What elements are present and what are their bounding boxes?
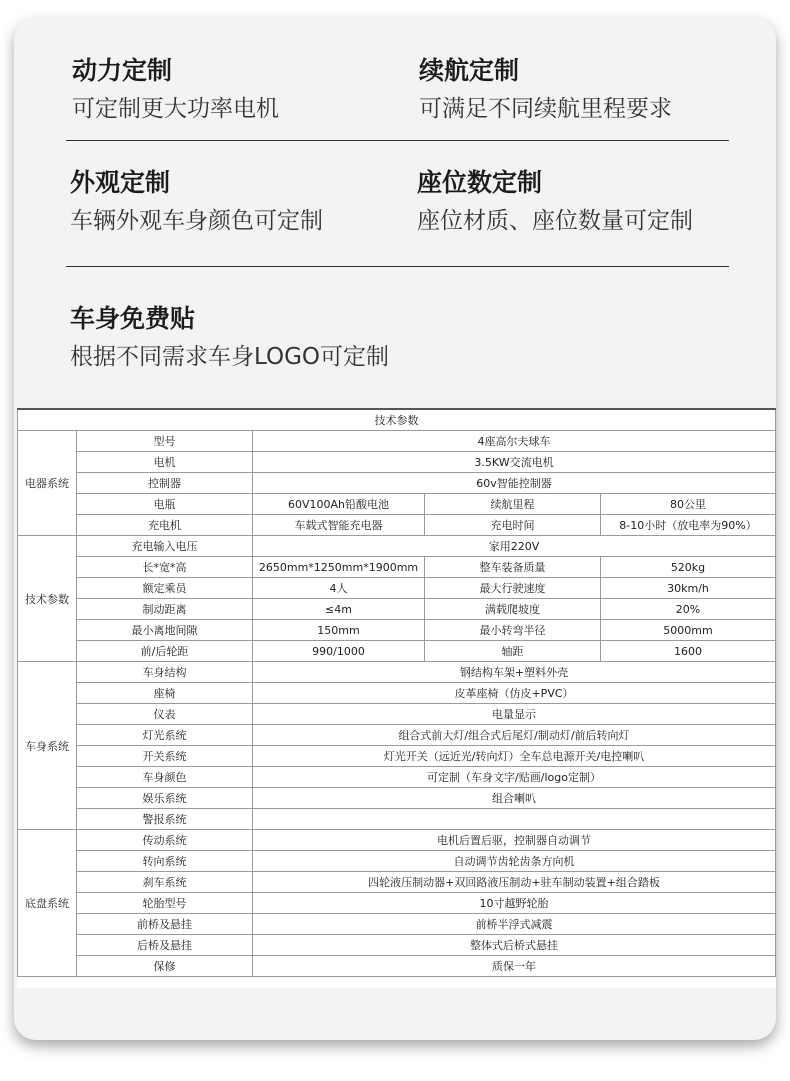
param-value: ≤4m: [253, 599, 425, 620]
param-label: 最小离地间隙: [77, 620, 253, 641]
param-label: 电瓶: [77, 494, 253, 515]
param-label: 警报系统: [77, 809, 253, 830]
feature-desc: 车辆外观车身颜色可定制: [70, 208, 323, 234]
feature-appearance: [70, 168, 323, 236]
param-value: 60v智能控制器: [253, 473, 776, 494]
table-row: [18, 536, 776, 557]
param-value: 自动调节齿轮齿条方向机: [253, 851, 776, 872]
param-value: 30km/h: [601, 578, 776, 599]
param-label: 开关系统: [77, 746, 253, 767]
table-row: [18, 620, 776, 641]
param-value: 组合式前大灯/组合式后尾灯/制动灯/前后转向灯: [253, 725, 776, 746]
param-label: 传动系统: [77, 830, 253, 851]
feature-title: 座位数定制: [417, 168, 543, 197]
table-row: [18, 788, 776, 809]
param-value: 60V100Ah铅酸电池: [253, 494, 425, 515]
category-cell: 车身系统: [18, 662, 77, 830]
category-cell: 底盘系统: [18, 830, 77, 977]
param-value: 前桥半浮式减震: [253, 914, 776, 935]
param-label: 制动距离: [77, 599, 253, 620]
param-value: 电量显示: [253, 704, 776, 725]
param-value: 1600: [601, 641, 776, 662]
spec-title: 技术参数: [18, 409, 776, 431]
spec-table: [17, 408, 776, 977]
param-label: 续航里程: [425, 494, 601, 515]
feature-title: 车身免费贴: [70, 304, 196, 333]
param-label: 前桥及悬挂: [77, 914, 253, 935]
feature-title: 动力定制: [72, 56, 173, 85]
spec-title-row: [18, 409, 776, 431]
param-value: 灯光开关（远近光/转向灯）全车总电源开关/电控喇叭: [253, 746, 776, 767]
param-value: 4座高尔夫球车: [253, 431, 776, 452]
table-row: [18, 452, 776, 473]
param-label: 车身结构: [77, 662, 253, 683]
param-label: 转向系统: [77, 851, 253, 872]
param-label: 前/后轮距: [77, 641, 253, 662]
param-label: 轮胎型号: [77, 893, 253, 914]
param-label: 娱乐系统: [77, 788, 253, 809]
table-row: [18, 473, 776, 494]
param-value: 车载式智能充电器: [253, 515, 425, 536]
param-value: 皮革座椅（仿皮+PVC）: [253, 683, 776, 704]
param-value: 5000mm: [601, 620, 776, 641]
param-label: 充电机: [77, 515, 253, 536]
spec-table-panel: [17, 408, 776, 988]
table-row: [18, 914, 776, 935]
param-value: 990/1000: [253, 641, 425, 662]
divider: [66, 266, 729, 267]
table-row: [18, 893, 776, 914]
table-row: [18, 935, 776, 956]
table-row: [18, 851, 776, 872]
feature-desc: 可定制更大功率电机: [72, 96, 279, 122]
param-value: 2650mm*1250mm*1900mm: [253, 557, 425, 578]
param-value: 组合喇叭: [253, 788, 776, 809]
param-value: 钢结构车架+塑料外壳: [253, 662, 776, 683]
param-value: 10寸越野轮胎: [253, 893, 776, 914]
param-label: 控制器: [77, 473, 253, 494]
param-label: 最小转弯半径: [425, 620, 601, 641]
divider: [66, 140, 729, 141]
table-row: [18, 599, 776, 620]
feature-power: [72, 56, 279, 124]
param-label: 充电时间: [425, 515, 601, 536]
feature-sticker: [70, 304, 389, 372]
param-label: 保修: [77, 956, 253, 977]
feature-range: [419, 56, 672, 124]
param-label: 型号: [77, 431, 253, 452]
feature-title: 续航定制: [419, 56, 520, 85]
param-label: 仪表: [77, 704, 253, 725]
table-row: [18, 872, 776, 893]
table-row: [18, 830, 776, 851]
category-cell: 技术参数: [18, 536, 77, 662]
param-label: 整车装备质量: [425, 557, 601, 578]
param-value: 520kg: [601, 557, 776, 578]
param-label: 座椅: [77, 683, 253, 704]
param-value: 整体式后桥式悬挂: [253, 935, 776, 956]
table-row: [18, 557, 776, 578]
param-value: 四轮液压制动器+双回路液压制动+驻车制动装置+组合踏板: [253, 872, 776, 893]
param-label: 充电输入电压: [77, 536, 253, 557]
param-label: 刹车系统: [77, 872, 253, 893]
table-row: [18, 725, 776, 746]
param-value: 家用220V: [253, 536, 776, 557]
feature-desc: 可满足不同续航里程要求: [419, 96, 672, 122]
param-label: 最大行驶速度: [425, 578, 601, 599]
category-cell: 电器系统: [18, 431, 77, 536]
table-row: [18, 746, 776, 767]
param-value: 150mm: [253, 620, 425, 641]
param-label: 灯光系统: [77, 725, 253, 746]
table-row: [18, 809, 776, 830]
table-row: [18, 494, 776, 515]
param-label: 电机: [77, 452, 253, 473]
param-label: 满载爬坡度: [425, 599, 601, 620]
param-value: 20%: [601, 599, 776, 620]
param-label: 额定乘员: [77, 578, 253, 599]
param-label: 后桥及悬挂: [77, 935, 253, 956]
table-row: [18, 662, 776, 683]
feature-title: 外观定制: [70, 168, 171, 197]
table-row: [18, 704, 776, 725]
feature-desc: 根据不同需求车身LOGO可定制: [70, 344, 390, 370]
param-value: 4人: [253, 578, 425, 599]
table-row: [18, 578, 776, 599]
table-row: [18, 515, 776, 536]
param-label: 长*宽*高: [77, 557, 253, 578]
table-row: [18, 956, 776, 977]
param-value: [253, 809, 776, 830]
param-value: 电机后置后驱，控制器自动调节: [253, 830, 776, 851]
table-row: [18, 767, 776, 788]
feature-seats: [417, 168, 693, 236]
param-value: 3.5KW交流电机: [253, 452, 776, 473]
param-value: 质保一年: [253, 956, 776, 977]
param-value: 80公里: [601, 494, 776, 515]
table-row: [18, 641, 776, 662]
param-value: 可定制（车身文字/贴画/logo定制）: [253, 767, 776, 788]
table-row: [18, 431, 776, 452]
param-value: 8-10小时（放电率为90%）: [601, 515, 776, 536]
param-label: 车身颜色: [77, 767, 253, 788]
table-row: [18, 683, 776, 704]
content-card: [14, 18, 776, 1040]
param-label: 轴距: [425, 641, 601, 662]
feature-desc: 座位材质、座位数量可定制: [417, 208, 693, 234]
